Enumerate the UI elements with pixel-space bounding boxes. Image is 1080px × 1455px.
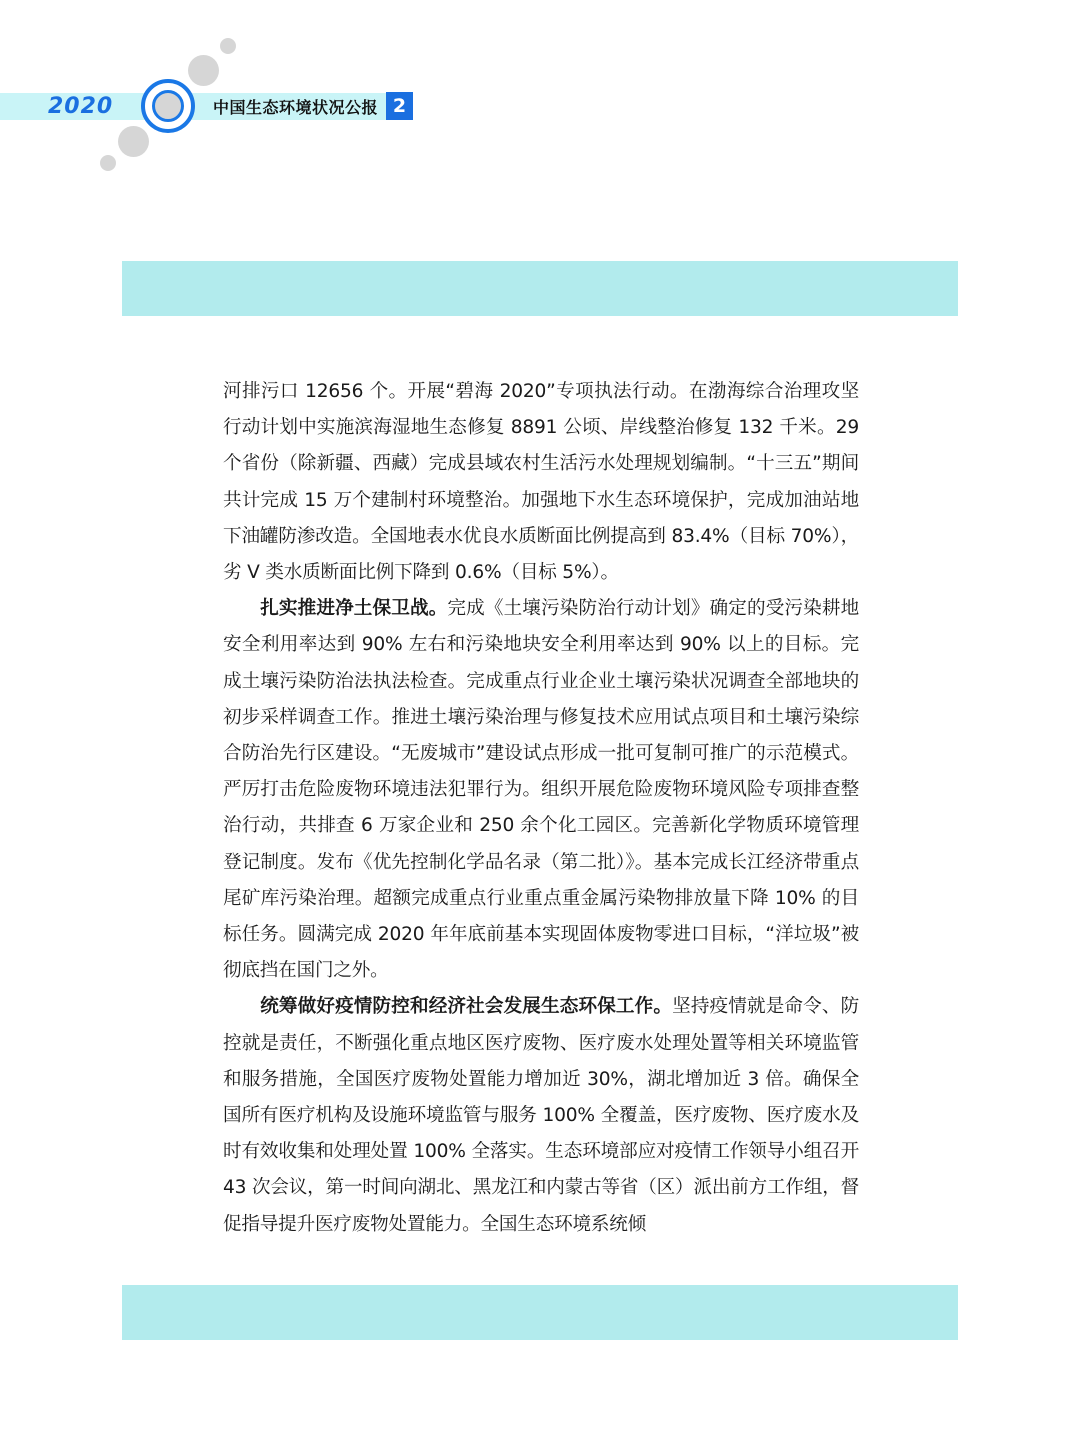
paragraph-epidemic bbox=[223, 989, 859, 1242]
paragraph-soil-heading: 扎实推进净土保卫战。 bbox=[260, 598, 448, 620]
bottom-decorative-band bbox=[122, 1285, 958, 1340]
page-number-badge: 2 bbox=[386, 92, 413, 120]
paragraph-soil bbox=[223, 591, 859, 989]
report-title: 中国生态环境状况公报 bbox=[213, 98, 379, 117]
paragraph-water: 河排污口 12656 个。开展“碧海 2020”专项执法行动。在渤海综合治理攻坚行动计划中实施滨海湿地生态修复 8891 公顷、岸线整治修复 132 千米。29 个省份（除新疆、西藏）完成县域农村生活污水处理规划编制。“十三五”期间共计完成 15 万个建制村环境整治。加强地下水生态环境保护，完成加油站地下油罐防渗改造。全国地表水优良水质断面比例提高到 83.4%（目标 70%），劣 V 类水质断面比例下降到 0.6%（目标 5%）。 bbox=[223, 381, 859, 584]
decorative-dot bbox=[188, 55, 219, 86]
decorative-dot bbox=[220, 38, 236, 54]
paragraph-epidemic-text: 坚持疫情就是命令、防控就是责任，不断强化重点地区医疗废物、医疗废水处理处置等相关环境监管和服务措施，全国医疗废物处置能力增加近 30%，湖北增加近 3 倍。确保全国所有医疗机构及设施环境监管与服务 100% 全覆盖，医疗废物、医疗废水及时有效收集和处理处置 100% 全落实。生态环境部应对疫情工作领导小组召开 43 次会议，第一时间向湖北、黑龙江和内蒙古等省（区）派出前方工作组，督促指导提升医疗废物处置能力。全国生态环境系统倾 bbox=[223, 996, 859, 1235]
year-label: 2020 bbox=[48, 94, 114, 119]
decorative-dot bbox=[100, 155, 116, 171]
paragraph-soil-text: 完成《土壤污染防治行动计划》确定的受污染耕地安全利用率达到 90% 左右和污染地块安全利用率达到 90% 以上的目标。完成土壤污染防治法执法检查。完成重点行业企业土壤污染状况调查全部地块的初步采样调查工作。推进土壤污染治理与修复技术应用试点项目和土壤污染综合防治先行区建设。“无废城市”建设试点形成一批可复制可推广的示范模式。严厉打击危险废物环境违法犯罪行为。组织开展危险废物环境风险专项排查整治行动，共排查 6 万家企业和 250 余个化工园区。完善新化学物质环境管理登记制度。发布《优先控制化学品名录（第二批）》。基本完成长江经济带重点尾矿库污染治理。超额完成重点行业重点重金属污染物排放量下降 10% 的目标任务。圆满完成 2020 年年底前基本实现固体废物零进口目标，“洋垃圾”被彻底挡在国门之外。 bbox=[223, 598, 859, 982]
ring-logo-inner-icon bbox=[152, 90, 184, 122]
paragraph-epidemic-heading: 统筹做好疫情防控和经济社会发展生态环保工作。 bbox=[260, 996, 673, 1018]
body-text bbox=[223, 374, 859, 1243]
decorative-dot bbox=[118, 126, 149, 157]
top-decorative-band bbox=[122, 261, 958, 316]
